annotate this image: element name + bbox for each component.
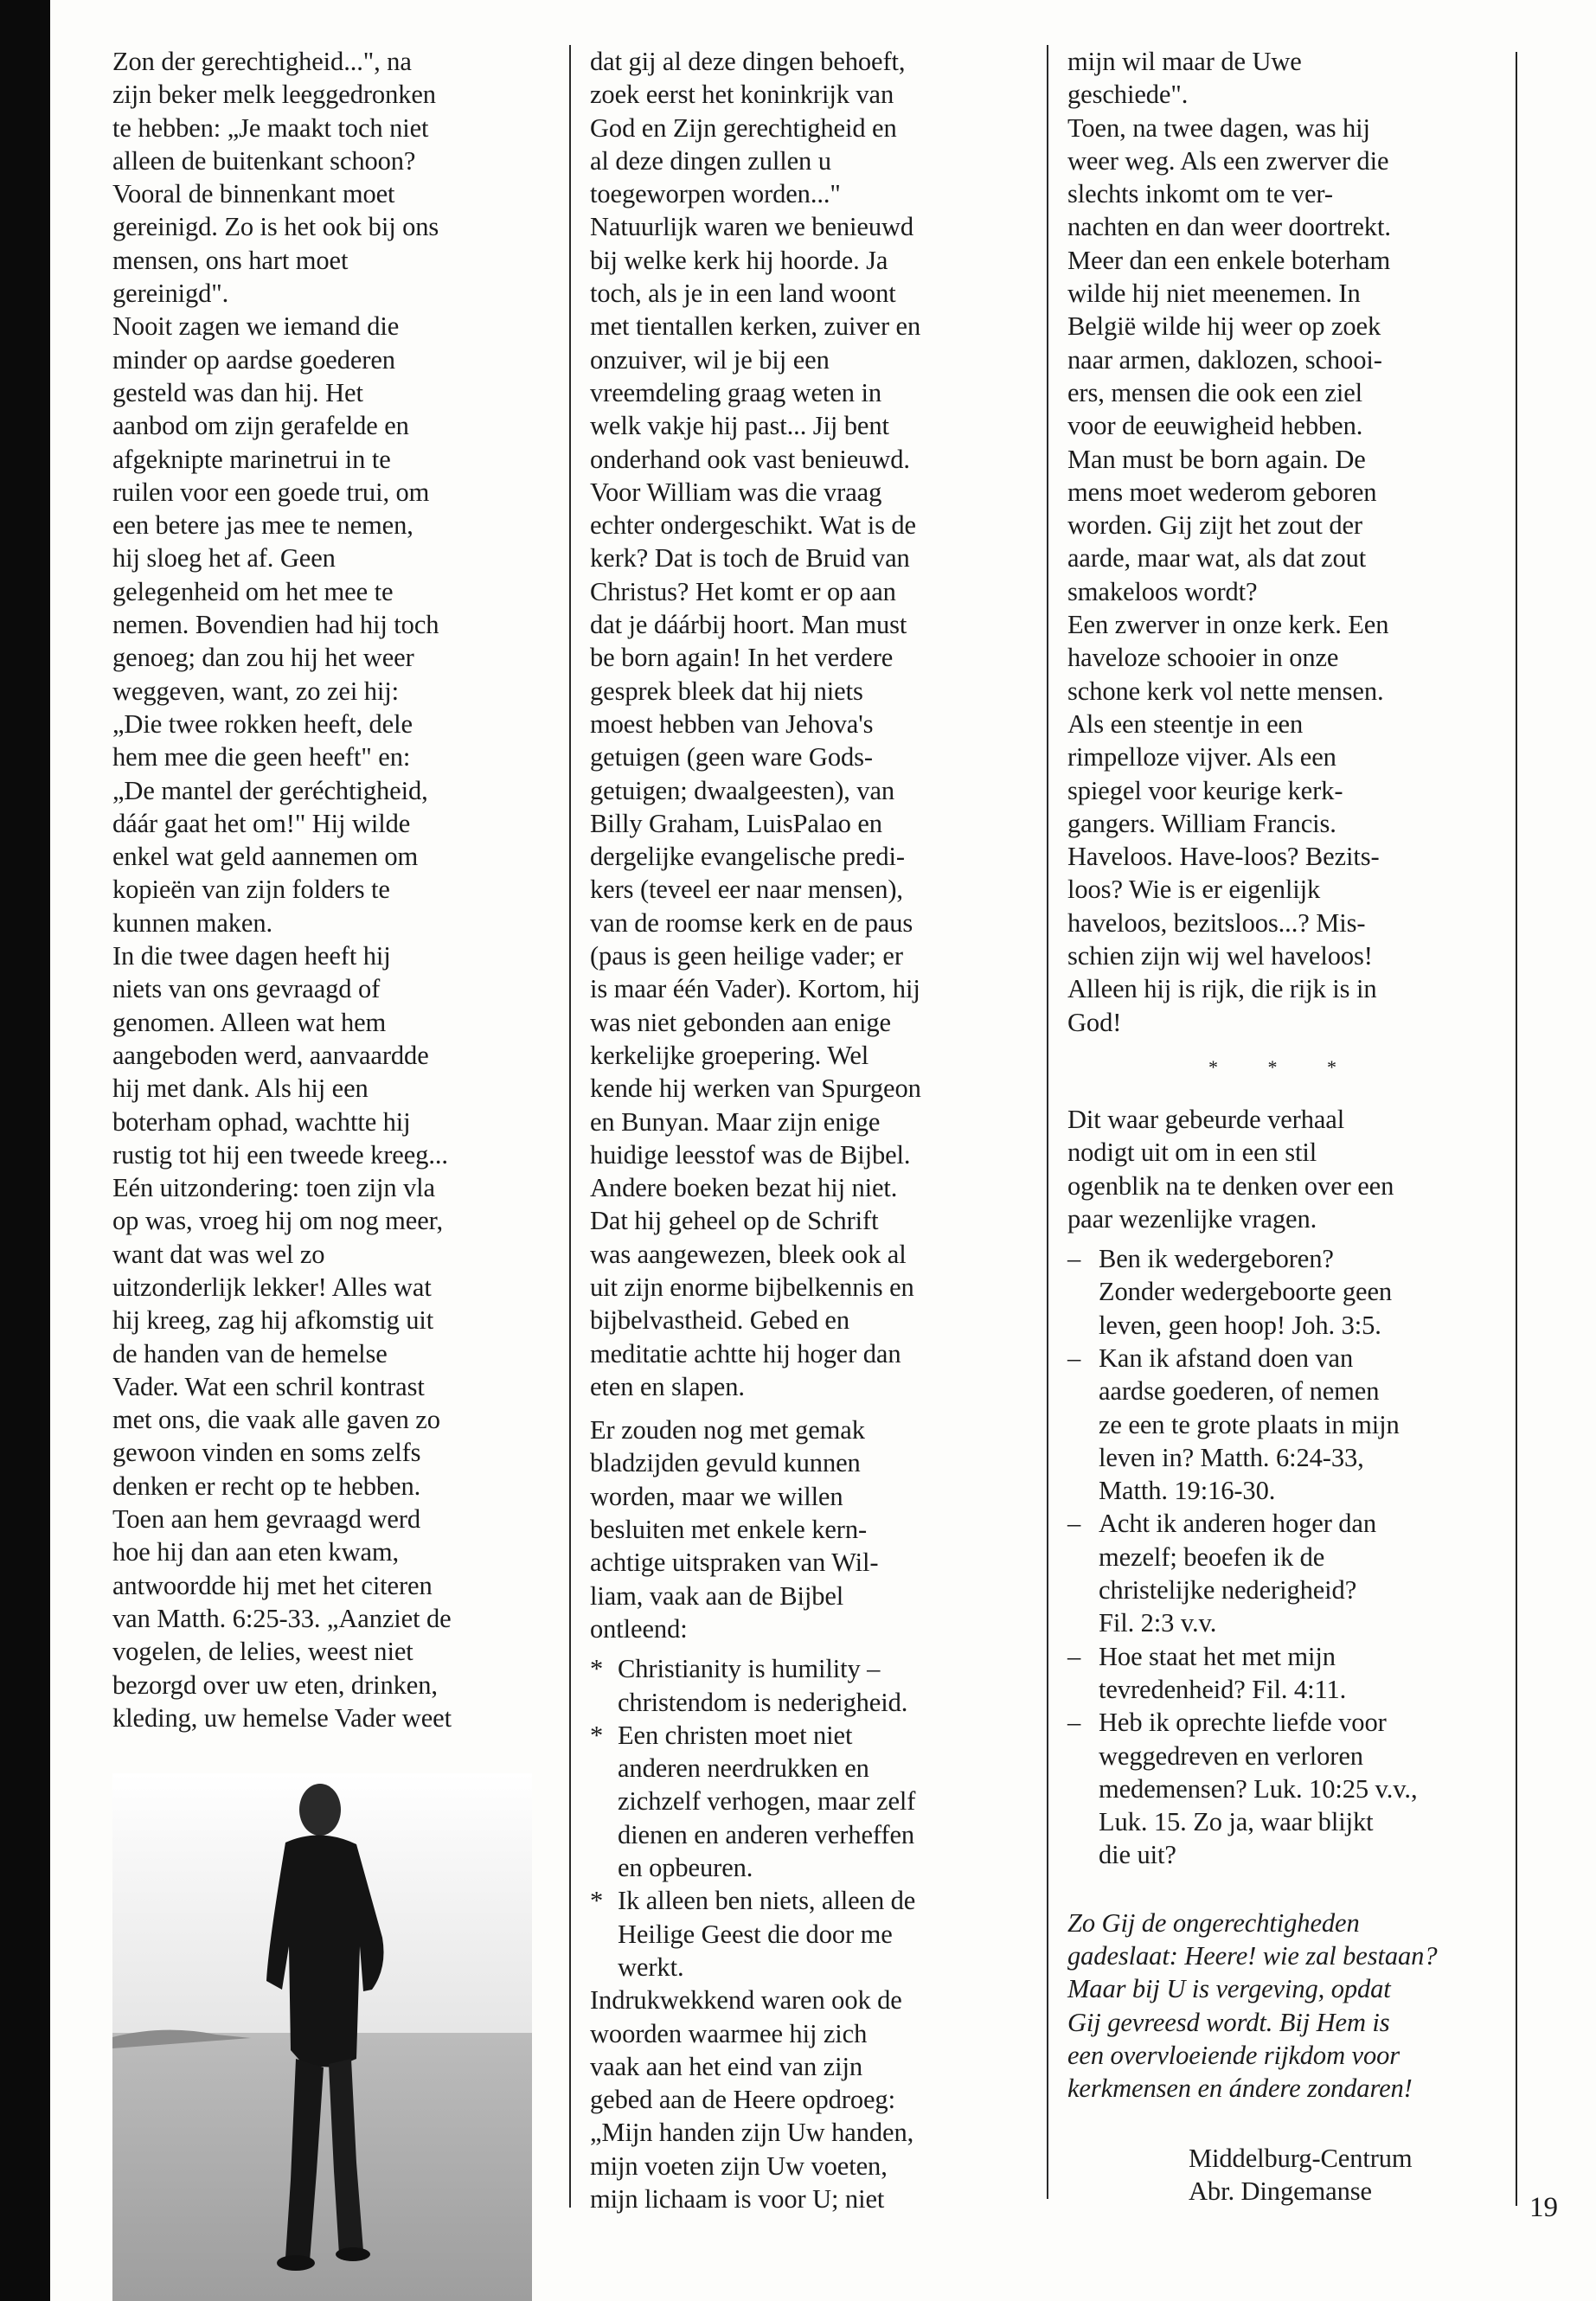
body-text-line: want dat was wel zo (112, 1239, 325, 1269)
quote-bullet-marker: * (590, 1886, 604, 1916)
body-text-line: toch, als je in een land woont (590, 279, 896, 309)
body-text-line: Indrukwekkend waren ook de (590, 1985, 902, 2016)
body-text-line: Als een steentje in een (1067, 708, 1304, 739)
body-text-line: „De mantel der geréchtigheid, (112, 775, 428, 805)
body-text-line: gesteld was dan hij. Het (112, 377, 363, 407)
reflection-question-marker: – (1067, 1708, 1081, 1738)
body-text-line: Toen aan hem gevraagd werd (112, 1504, 421, 1535)
body-text-line: was aangewezen, bleek ook al (590, 1239, 907, 1269)
body-text-line: eten en slapen. (590, 1371, 745, 1401)
quote-bullet-line: en opbeuren. (618, 1853, 753, 1883)
body-text-line: een betere jas mee te nemen, (112, 510, 413, 541)
body-text-line: spiegel voor keurige kerk- (1067, 775, 1343, 805)
signature-line: Middelburg-Centrum (1189, 2143, 1413, 2173)
reflection-question-line: leven in? Matth. 6:24-33, (1099, 1442, 1364, 1472)
body-text-line: Vader. Wat een schril kontrast (112, 1371, 425, 1401)
body-text-line: afgeknipte marinetrui in te (112, 444, 391, 474)
body-text-line: smakeloos wordt? (1067, 576, 1258, 606)
body-text-line: schien zijn wij wel haveloos! (1067, 941, 1373, 971)
body-text-line: meditatie achtte hij hoger dan (590, 1338, 901, 1368)
quote-bullet-line: christendom is nederigheid. (618, 1687, 908, 1717)
page-number: 19 (1529, 2192, 1558, 2223)
body-text-line: bladzijden gevuld kunnen (590, 1448, 861, 1478)
body-text-line: kleding, uw hemelse Vader weet (112, 1702, 452, 1733)
author-signature (1189, 2142, 1500, 2208)
body-text-line: „Die twee rokken heeft, dele (112, 708, 413, 739)
body-text-line: al deze dingen zullen u (590, 145, 831, 176)
reflection-question-line: ze een te grote plaats in mijn (1099, 1409, 1400, 1439)
reflection-question-line: mezelf; beoefen ik de (1099, 1541, 1325, 1572)
reflection-question (1067, 1507, 1500, 1639)
paragraph-gap (590, 1403, 1022, 1413)
quote-bullet-marker: * (590, 1654, 604, 1684)
body-text-line: worden, maar we willen (590, 1481, 843, 1511)
body-text-line: boterham ophad, wachtte hij (112, 1106, 411, 1137)
reflection-question-line: christelijke nederigheid? (1099, 1575, 1357, 1606)
body-text-line: kunnen maken. (112, 907, 273, 938)
reflection-question-line: weggedreven en verloren (1099, 1740, 1363, 1771)
body-text-line: Alleen hij is rijk, die rijk is in (1067, 974, 1377, 1004)
body-text-line: was niet gebonden aan enige (590, 1007, 891, 1037)
body-text-line: be born again! In het verdere (590, 643, 894, 673)
body-text-line: mijn lichaam is voor U; niet (590, 2184, 885, 2214)
body-text-line: Billy Graham, LuisPalao en (590, 808, 882, 838)
quote-bullet-line: Ik alleen ben niets, alleen de (618, 1886, 916, 1916)
body-text-line: onzuiver, wil je bij een (590, 344, 830, 375)
body-text-line: Nooit zagen we iemand die (112, 311, 400, 342)
body-text-line: ogenblik na te denken over een (1067, 1170, 1394, 1201)
body-text-line: is maar één Vader). Kortom, hij (590, 974, 920, 1004)
body-text-line: toegeworpen worden..." (590, 179, 841, 209)
body-text-line: en Bunyan. Maar zijn enige (590, 1106, 881, 1137)
body-text-line: Voor William was die vraag (590, 477, 882, 507)
body-text-line: bij welke kerk hij hoorde. Ja (590, 245, 888, 275)
body-text-line: van de roomse kerk en de paus (590, 907, 913, 938)
reflection-question-line: Acht ik anderen hoger dan (1099, 1509, 1377, 1539)
body-text-line: mens moet wederom geboren (1067, 477, 1377, 507)
closing-line: een overvloeiende rijkdom voor (1067, 2040, 1401, 2070)
reflection-question-line: aardse goederen, of nemen (1099, 1376, 1380, 1407)
body-text-line: schone kerk vol nette mensen. (1067, 676, 1384, 706)
body-text-line: geschiede". (1067, 80, 1189, 110)
quote-bullet-line: dienen en anderen verheffen (618, 1819, 915, 1849)
article-column-2 (569, 45, 1022, 2214)
body-text-line: Eén uitzondering: toen zijn vla (112, 1173, 435, 1203)
body-text-line: mijn voeten zijn Uw voeten, (590, 2150, 888, 2181)
body-text-line: kende hij werken van Spurgeon (590, 1074, 921, 1104)
body-text-line: op was, vroeg hij om nog meer, (112, 1206, 444, 1236)
body-text-line: aanbod om zijn gerafelde en (112, 411, 409, 441)
body-text-line: gebed aan de Heere opdroeg: (590, 2085, 895, 2115)
body-text-line: ers, mensen die ook een ziel (1067, 377, 1363, 407)
beach-photo-icon (112, 1773, 532, 2301)
reflection-question-marker: – (1067, 1641, 1081, 1671)
reflection-question-line: Heb ik oprechte liefde voor (1099, 1708, 1387, 1738)
reflection-question (1067, 1242, 1500, 1342)
body-text-line: Zon der gerechtigheid...", na (112, 47, 412, 76)
body-text-line: rimpelloze vijver. Als een (1067, 742, 1336, 772)
body-text-line: nachten en dan weer doortrekt. (1067, 212, 1391, 242)
reflection-question-line: tevredenheid? Fil. 4:11. (1099, 1674, 1347, 1704)
body-text-line: zoek eerst het koninkrijk van (590, 80, 894, 110)
body-text-line: aangeboden werd, aanvaardde (112, 1040, 429, 1070)
body-text-line: naar armen, daklozen, schooi- (1067, 344, 1382, 375)
body-text-line: Er zouden nog met gemak (590, 1415, 865, 1445)
body-text-line: hij kreeg, zag hij afkomstig uit (112, 1305, 434, 1336)
signature-line: Abr. Dingemanse (1189, 2176, 1372, 2206)
reflection-question (1067, 1342, 1500, 1507)
body-text-line: echter ondergeschikt. Wat is de (590, 510, 916, 541)
reflection-question-marker: – (1067, 1244, 1081, 1274)
body-text-line: Dat hij geheel op de Schrift (590, 1206, 879, 1236)
section-divider: * * * (1208, 1055, 1359, 1078)
reflection-question-line: Luk. 15. Zo ja, waar blijkt (1099, 1807, 1374, 1837)
article-column-3 (1047, 45, 1500, 2206)
column-rule-right (1516, 52, 1517, 2206)
body-text-line: van Matth. 6:25-33. „Aanziet de (112, 1603, 452, 1633)
body-text-line: kerk? Dat is toch de Bruid van (590, 543, 910, 574)
body-text-line: antwoordde hij met het citeren (112, 1570, 433, 1600)
body-text-line: weer weg. Als een zwerver die (1067, 145, 1389, 176)
body-text-line: denken er recht op te hebben. (112, 1471, 421, 1501)
quote-bullet-line: anderen neerdrukken en (618, 1753, 869, 1784)
body-text-line: wilde hij niet meenemen. In (1067, 279, 1361, 309)
body-text-line: (paus is geen heilige vader; er (590, 941, 903, 971)
closing-scripture-quote (1067, 1907, 1500, 2106)
body-text-line: gereinigd. Zo is het ook bij ons (112, 212, 439, 242)
quote-bullet-line: Heilige Geest die door me (618, 1919, 893, 1949)
reflection-question-marker: – (1067, 1343, 1081, 1373)
body-text-line: gangers. William Francis. (1067, 808, 1336, 838)
body-text-line: hem mee die geen heeft" en: (112, 742, 411, 772)
body-text-line: kopieën van zijn folders te (112, 875, 390, 905)
article-column-1 (112, 45, 545, 1734)
body-text-line: met ons, die vaak alle gaven zo (112, 1405, 440, 1435)
reflection-question-line: die uit? (1099, 1840, 1176, 1870)
body-text-line: moest hebben van Jehova's (590, 708, 874, 739)
closing-line: Zo Gij de ongerechtigheden (1067, 1907, 1360, 1938)
body-text-line: te hebben: „Je maakt toch niet (112, 112, 429, 143)
body-text-line: uit zijn enorme bijbelkennis en (590, 1272, 914, 1302)
body-text-line: liam, vaak aan de Bijbel (590, 1580, 844, 1611)
body-text-line: nemen. Bovendien had hij toch (112, 610, 439, 640)
body-text-line: niets van ons gevraagd of (112, 974, 381, 1004)
body-text-line: minder op aardse goederen (112, 344, 395, 375)
body-text-line: „Mijn handen zijn Uw handen, (590, 2118, 914, 2148)
body-text-line: vreemdeling graag weten in (590, 377, 881, 407)
body-text-line: gesprek bleek dat hij niets (590, 676, 863, 706)
body-text-line: Christus? Het komt er op aan (590, 576, 896, 606)
body-text-line: paar wezenlijke vragen. (1067, 1203, 1317, 1234)
quote-bullet (590, 1652, 1022, 1719)
body-text-line: zijn beker melk leeggedronken (112, 80, 436, 110)
body-text-line: getuigen (geen ware Gods- (590, 742, 873, 772)
body-text-line: kers (teveel eer naar mensen), (590, 875, 903, 905)
body-text-line: besluiten met enkele kern- (590, 1515, 868, 1545)
body-text-line: bezorgd over uw eten, drinken, (112, 1670, 438, 1700)
body-text-line: bijbelvastheid. Gebed en (590, 1305, 849, 1336)
body-text-line: Haveloos. Have-loos? Bezits- (1067, 842, 1380, 872)
body-text-line: dergelijke evangelische predi- (590, 842, 905, 872)
body-text-line: welk vakje hij past... Jij bent (590, 411, 889, 441)
body-text-line: nodigt uit om in een stil (1067, 1138, 1317, 1168)
body-text-line: onderhand ook vast benieuwd. (590, 444, 910, 474)
body-text-line: getuigen; dwaalgeesten), van (590, 775, 895, 805)
body-text-line: ruilen voor een goede trui, om (112, 477, 430, 507)
reflection-question-line: Kan ik afstand doen van (1099, 1343, 1354, 1373)
body-text-line: Een zwerver in onze kerk. Een (1067, 610, 1389, 640)
body-text-line: hoe hij dan aan eten kwam, (112, 1537, 400, 1567)
body-text-line: vogelen, de lelies, weest niet (112, 1637, 413, 1667)
body-text-line: aarde, maar wat, als dat zout (1067, 543, 1367, 574)
body-text-line: God en Zijn gerechtigheid en (590, 112, 897, 143)
body-text-line: woorden waarmee hij zich (590, 2018, 868, 2048)
closing-line: Maar bij U is vergeving, opdat (1067, 1974, 1391, 2004)
body-text-line: Meer dan een enkele boterham (1067, 245, 1391, 275)
body-text-line: vaak aan het eind van zijn (590, 2051, 862, 2081)
body-text-line: enkel wat geld aannemen om (112, 842, 419, 872)
body-text-line: haveloos, bezitsloos...? Mis- (1067, 907, 1366, 938)
body-text-line: gelegenheid om het mee te (112, 576, 394, 606)
body-text-line: weggeven, want, zo zei hij: (112, 676, 399, 706)
body-text-line: voor de eeuwigheid hebben. (1067, 411, 1363, 441)
body-text-line: worden. Gij zijt het zout der (1067, 510, 1362, 541)
body-text-line: kerkelijke groepering. Wel (590, 1040, 869, 1070)
body-text-line: slechts inkomt om te ver- (1067, 179, 1333, 209)
body-text-line: Man must be born again. De (1067, 444, 1366, 474)
body-text-line: alleen de buitenkant schoon? (112, 145, 416, 176)
reflection-question-line: Matth. 19:16-30. (1099, 1476, 1276, 1506)
closing-line: gadeslaat: Heere! wie zal bestaan? (1067, 1941, 1438, 1971)
body-text-line: haveloze schooier in onze (1067, 643, 1339, 673)
quote-bullet-marker: * (590, 1720, 604, 1750)
body-text-line: ontleend: (590, 1613, 688, 1644)
body-text-line: gewoon vinden en soms zelfs (112, 1438, 421, 1468)
body-text-line: God! (1067, 1007, 1122, 1037)
reflection-question-marker: – (1067, 1509, 1081, 1539)
reflection-question (1067, 1640, 1500, 1707)
quote-bullet-line: zichzelf verhogen, maar zelf (618, 1786, 916, 1817)
body-text-line: rustig tot hij een tweede kreeg... (112, 1139, 448, 1170)
body-text-line: hij sloeg het af. Geen (112, 543, 336, 574)
photo-man-walking-on-beach (112, 1773, 532, 2301)
quote-bullet-list (590, 1652, 1022, 1984)
quote-bullet-line: Christianity is humility – (618, 1654, 881, 1684)
body-text-line: Vooral de binnenkant moet (112, 179, 395, 209)
body-text-line: mijn wil maar de Uwe (1067, 47, 1302, 76)
reflection-question-line: Ben ik wedergeboren? (1099, 1244, 1334, 1274)
closing-line: Gij gevreesd wordt. Bij Hem is (1067, 2007, 1390, 2037)
reflection-question-line: Hoe staat het met mijn (1099, 1641, 1336, 1671)
body-text-line: gereinigd". (112, 279, 229, 309)
reflection-question (1067, 1706, 1500, 1871)
body-text-line: dat je dáárbij hoort. Man must (590, 610, 907, 640)
body-text-line: België wilde hij weer op zoek (1067, 311, 1381, 342)
reflection-question-line: Fil. 2:3 v.v. (1099, 1608, 1217, 1638)
body-text-line: genoeg; dan zou hij het weer (112, 643, 414, 673)
body-text-line: genomen. Alleen wat hem (112, 1007, 387, 1037)
body-text-line: uitzonderlijk lekker! Alles wat (112, 1272, 432, 1302)
body-text-line: Natuurlijk waren we benieuwd (590, 212, 914, 242)
body-text-line: Andere boeken bezat hij niet. (590, 1173, 898, 1203)
body-text-line: Toen, na twee dagen, was hij (1067, 112, 1370, 143)
body-text-line: met tientallen kerken, zuiver en (590, 311, 921, 342)
closing-line: kerkmensen en ándere zondaren! (1067, 2073, 1413, 2104)
quote-bullet (590, 1719, 1022, 1884)
body-text-line: de handen van de hemelse (112, 1338, 388, 1368)
page-binding-edge (0, 0, 50, 2301)
quote-bullet (590, 1884, 1022, 1984)
reflection-question-line: Zonder wedergeboorte geen (1099, 1277, 1393, 1307)
body-text-line: mensen, ons hart moet (112, 245, 349, 275)
body-text-line: dat gij al deze dingen behoeft, (590, 47, 906, 76)
body-text-line: In die twee dagen heeft hij (112, 941, 391, 971)
reflection-question-line: medemensen? Luk. 10:25 v.v., (1099, 1773, 1418, 1804)
body-text-line: loos? Wie is er eigenlijk (1067, 875, 1321, 905)
body-text-line: dáár gaat het om!" Hij wilde (112, 808, 411, 838)
reflection-question-list (1067, 1242, 1500, 1872)
body-text-line: huidige leesstof was de Bijbel. (590, 1139, 911, 1170)
quote-bullet-line: Een christen moet niet (618, 1720, 853, 1750)
body-text-line: hij met dank. Als hij een (112, 1074, 369, 1104)
body-text-line: Dit waar gebeurde verhaal (1067, 1104, 1345, 1134)
body-text-line: achtige uitspraken van Wil- (590, 1548, 879, 1578)
reflection-question-line: leven, geen hoop! Joh. 3:5. (1099, 1310, 1381, 1340)
quote-bullet-line: werkt. (618, 1952, 684, 1982)
